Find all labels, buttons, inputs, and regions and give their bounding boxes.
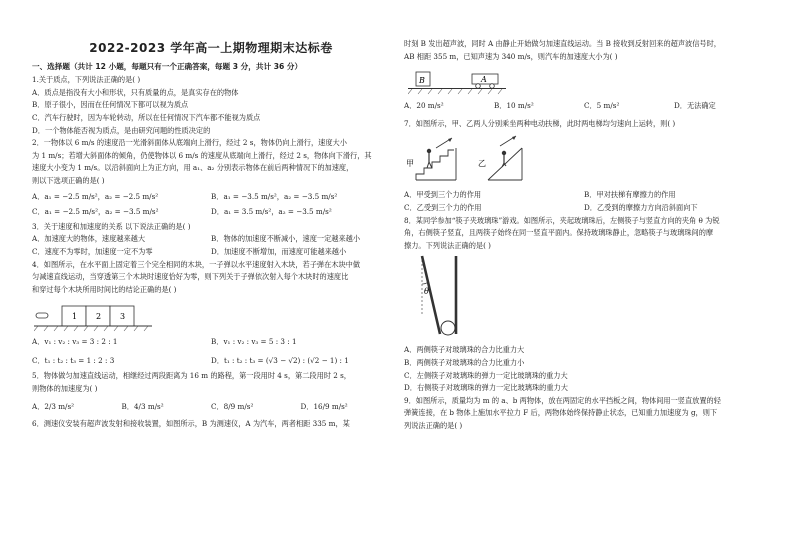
- option-c: C．a₁ = −2.5 m/s²，a₂ = −3.5 m/s²: [32, 207, 159, 217]
- question-7: [404, 118, 764, 215]
- car-wheel: [490, 84, 495, 89]
- person-label: 乙: [478, 159, 486, 169]
- option-b: B．两侧筷子对玻璃珠的合力比重力小: [404, 357, 525, 367]
- question-stem: 弹簧连接，在 b 物体上施加水平拉力 F 后，两物体始终保持静止状态，已知重力加速度为 g，则下: [404, 408, 718, 418]
- option-b: B．甲对扶梯有摩擦力的作用: [584, 190, 676, 200]
- option-d: D．加速度不断增加，而速度可能越来越小: [211, 246, 347, 256]
- option-c: C．乙受到三个力的作用: [404, 202, 482, 212]
- question-stem: 时刻 B 发出超声波，同时 A 由静止开始做匀加速直线运动。当 B 接收到反射回来的超声波信号时，: [404, 39, 721, 48]
- question-stem: 4．如图所示，在水平面上固定着三个完全相同的木块，一子弹以水平速度射入木块，若子弹在木块中做: [32, 259, 361, 269]
- question-8: [404, 215, 764, 395]
- question-stem: 1.关于质点，下列说法正确的是( ): [32, 75, 141, 85]
- option-c: C．速度不为零时，加速度一定不为零: [32, 246, 153, 256]
- option-c: C．8/9 m/s²: [211, 401, 254, 411]
- option-b: B．原子很小，因而在任何情况下都可以视为质点: [32, 100, 189, 110]
- option-d: D．t₁ : t₂ : t₃ = (√3 − √2) : (√2 − 1) : 1: [211, 355, 349, 365]
- option-d: D．一个物体能否视为质点，是由研究问题的性质决定的: [32, 125, 211, 135]
- option-c: C．左侧筷子对玻璃珠的弹力一定比玻璃珠的重力大: [404, 370, 568, 380]
- option-a: A．质点是指没有大小和形状，只有质量的点，是真实存在的物体: [32, 87, 239, 97]
- section-heading: 一、选择题（共计 12 小题，每题只有一个正确答案，每题 3 分，共计 36 分）: [32, 61, 303, 71]
- page-title: 2022-2023 学年高一上期物理期末达标卷: [89, 41, 333, 55]
- question-stem: 则物体的加速度为( ): [32, 384, 98, 394]
- option-c: C．汽车行驶时，因为车轮转动，所以在任何情况下汽车都不能视为质点: [32, 112, 261, 122]
- question-stem: 速度大小变为 1 m/s。以沿斜面向上为正方向，用 a₁、a₂ 分别表示物体在前后两种情况下的加速度，: [32, 163, 354, 173]
- person-head: [502, 151, 506, 155]
- option-d: D．乙受到的摩擦力方向沿斜面向下: [584, 202, 698, 212]
- question-stem: 角，右侧筷子竖直，且两筷子始终在同一竖直平面内。保持玻璃珠静止，忽略筷子与玻璃珠间的摩: [404, 228, 714, 238]
- question-stem: 擦力。下列说法正确的是( ): [404, 240, 491, 250]
- question-stem: 匀减速直线运动，当穿透第三个木块时速度恰好为零，则下列关于子弹依次射入每个木块时的速度比: [32, 272, 349, 282]
- person-head: [427, 149, 431, 153]
- block-label: 2: [96, 312, 102, 322]
- question-stem: 2．一物体以 6 m/s 的速度沿一光滑斜面体从底端向上滑行，经过 2 s，物体仍向上滑行，速度大小: [32, 138, 347, 148]
- option-b: B．物体的加速度不断减小，速度一定越来越小: [211, 234, 361, 244]
- stair-escalator: [416, 150, 454, 180]
- chopsticks-figure: [410, 254, 470, 342]
- bullet-blocks-figure: [34, 300, 154, 332]
- question-3: [32, 221, 390, 259]
- person-label: 甲: [406, 159, 414, 169]
- question-stem: 5．物体做匀加速直线运动，相继经过两段距离为 16 m 的路程，第一段用时 4 s，第二段用时 2 s，: [32, 371, 351, 381]
- option-b: B．v₁ : v₂ : v₃ = 5 : 3 : 1: [211, 337, 297, 347]
- question-9: [404, 395, 764, 433]
- question-stem: 7．如图所示，甲、乙两人分别乘坐两种电动扶梯，此时两电梯均匀速向上运转，则( ): [404, 118, 676, 128]
- block-label: 1: [72, 312, 78, 322]
- car-wheel: [476, 84, 481, 89]
- angle-label: θ: [424, 287, 429, 297]
- option-a: A．v₁ : v₂ : v₃ = 3 : 2 : 1: [32, 337, 118, 347]
- question-6: [404, 38, 764, 113]
- question-stem: 9．如图所示，质量均为 m 的 a、b 两物体，放在两固定的水平挡板之间，物体间用一竖直放置的轻: [404, 395, 721, 405]
- option-b: B．10 m/s²: [494, 101, 534, 111]
- bullet: [36, 313, 48, 318]
- option-d: D．无法确定: [674, 101, 716, 111]
- option-b: B．a₁ = −3.5 m/s²，a₂ = −3.5 m/s²: [211, 191, 338, 201]
- block-label: 3: [120, 312, 126, 322]
- option-a: A．加速度大的物体，速度越来越大: [32, 234, 146, 244]
- car-label: A: [481, 75, 487, 85]
- question-stem: AB 相距 355 m，已知声速为 340 m/s，则汽车的加速度大小为( ): [404, 51, 618, 61]
- speed-gun-figure: [408, 66, 508, 96]
- option-a: A．2/3 m/s²: [32, 401, 75, 411]
- question-stem: 为 1 m/s；若增大斜面体的倾角，仍使物体以 6 m/s 的速度从底端向上滑行，经过 2 s，物体向下滑行，其: [32, 150, 372, 160]
- option-a: A．20 m/s²: [404, 101, 444, 111]
- glass-bead: [441, 321, 455, 335]
- option-d: D．a₁ = 3.5 m/s²，a₂ = −3.5 m/s²: [211, 207, 332, 217]
- question-5: [32, 370, 390, 413]
- option-d: D．16/9 m/s²: [300, 401, 348, 411]
- option-c: C．t₁ : t₂ : t₃ = 1 : 2 : 3: [32, 355, 115, 365]
- question-6-stem: 6．测速仪安装有超声波发射和接收装置，如图所示，B 为测速仪，A 为汽车，两者相距 335 m，某: [32, 419, 350, 429]
- question-stem: 3．关于速度和加速度的关系 以下说法正确的是( ): [32, 221, 191, 231]
- question-2: [32, 137, 390, 219]
- option-b: B．4/3 m/s²: [121, 401, 164, 411]
- question-stem: 列说法正确的是( ): [404, 420, 463, 430]
- question-stem: 则以下选项正确的是( ): [32, 175, 105, 185]
- escalator-figure: [404, 134, 544, 186]
- right-column: [404, 38, 764, 433]
- option-d: D．右侧筷子对玻璃珠的弹力一定比玻璃珠的重力大: [404, 383, 568, 393]
- question-stem: 8．某同学参加“筷子夹玻璃珠”游戏。如图所示，夹起玻璃珠后，左侧筷子与竖直方向的夹角 θ 为锐: [404, 215, 720, 225]
- option-a: A．a₁ = −2.5 m/s²，a₂ = −2.5 m/s²: [32, 191, 159, 201]
- question-4: [32, 259, 390, 368]
- option-a: A．两侧筷子对玻璃珠的合力比重力大: [404, 345, 525, 355]
- box-label: B: [419, 76, 425, 86]
- option-a: A．甲受到三个力的作用: [404, 190, 482, 200]
- option-c: C．5 m/s²: [584, 101, 620, 111]
- left-column: [32, 0, 390, 431]
- question-1: [32, 74, 390, 137]
- question-stem: 和穿过每个木块所用时间比的结论正确的是( ): [32, 284, 177, 294]
